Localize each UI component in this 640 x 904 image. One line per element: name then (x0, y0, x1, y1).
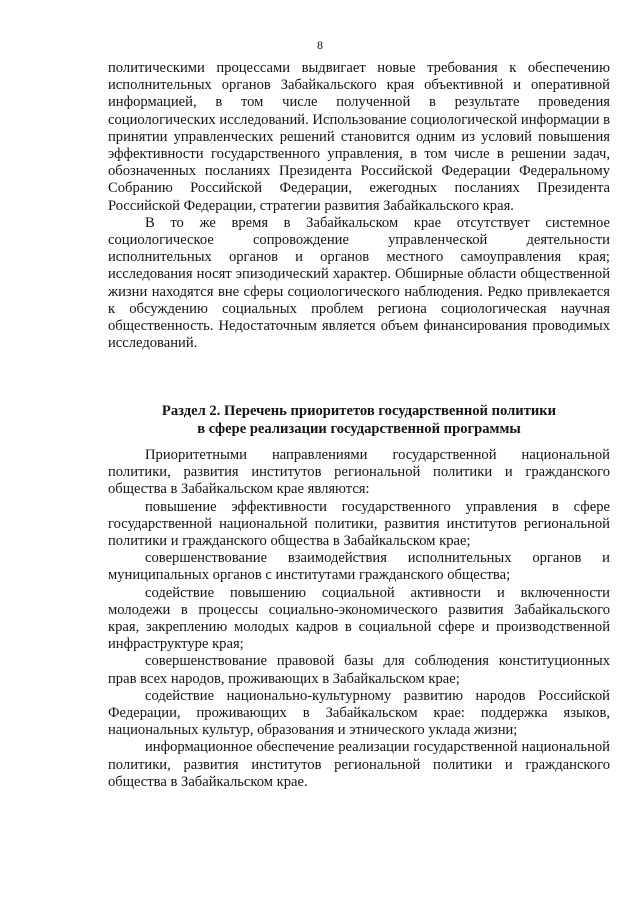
section-heading (108, 403, 610, 438)
priority-item: совершенствование правовой базы для соблюдения конституционных прав всех народов, проживающих в Забайкальском крае; (108, 653, 610, 687)
priority-item: содействие национально-культурному развитию народов Российской Федерации, проживающих в Забайкальском крае: поддержка языков, национальных культур, образования и этнического уклада жизни; (108, 687, 610, 739)
section-title-line-1: Раздел 2. Перечень приоритетов государственной политики (161, 403, 557, 419)
intro-paragraph: В то же время в Забайкальском крае отсутствует системное социологическое сопровождение управленческой деятельности исполнительных органов и органов местного самоуправления края; исследования носят эпизодический характер. Обширные области общественной жизни находятся вне сферы социологического наблюдения. Редко привлекается к обсуждению социальных проблем региона социологическая научная общественность. Недостаточным является объем финансирования проводимых исследований. (108, 214, 610, 352)
intro-paragraph-continued: политическими процессами выдвигает новые требования к обеспечению исполнительных органов Забайкальского края объективной и оперативной информацией, в том числе полученной в результате проведения социологических исследований. Использование социологической информации в принятии управленческих решений становится одним из условий повышения эффективности государственного управления, в том числе в решении задач, обозначенных посланиях Президента Российской Федерации Федеральному Собранию Российской Федерации, ежегодных посланиях Президента Российской Федерации, стратегии развития Забайкальского края. (108, 60, 610, 214)
priority-item: совершенствование взаимодействия исполнительных органов и муниципальных органов с институтами гражданского общества; (108, 550, 610, 584)
page-number: 8 (317, 38, 323, 52)
section-title-line-2: в сфере реализации государственной программы (197, 420, 521, 437)
priority-item: информационное обеспечение реализации государственной национальной политики, развития институтов региональной политики и гражданского общества в Забайкальском крае. (108, 739, 610, 790)
section-lead-paragraph: Приоритетными направлениями государственной национальной политики, развития институтов региональной политики и гражданского общества в Забайкальском крае являются: (108, 447, 610, 498)
section-body (108, 447, 610, 791)
priority-item: повышение эффективности государственного управления в сфере государственной национальной политики, развития институтов региональной политики и гражданского общества в Забайкальском крае; (108, 498, 610, 550)
priority-item: содействие повышению социальной активности и включенности молодежи в процессы социально-экономического развития Забайкальского края, закреплению молодых кадров в социальной сфере и производственной инфраструктуре края; (108, 584, 610, 653)
intro-text (108, 60, 610, 352)
